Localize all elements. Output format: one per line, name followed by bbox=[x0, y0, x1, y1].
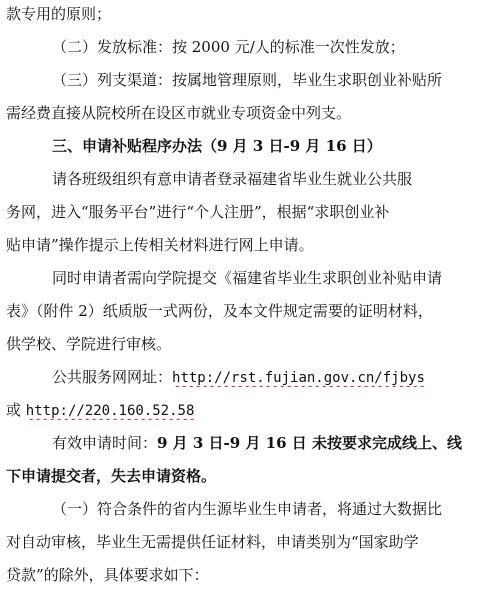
paragraph-line: 需经费直接从院校所在设区市就业专项资金中列支。 bbox=[6, 104, 352, 122]
or-text: 或 bbox=[6, 401, 22, 419]
paragraph-line: 款专用的原则； bbox=[6, 5, 112, 23]
website-link-ip[interactable]: http://220.160.52.58 bbox=[25, 403, 195, 419]
paragraph-line: 同时申请者需向学院提交《福建省毕业生求职创业补贴申请 bbox=[52, 269, 443, 287]
deadline-warning: 下申请提交者，失去申请资格。 bbox=[6, 467, 217, 485]
paragraph-line: （三）列支渠道：按属地管理原则，毕业生求职创业补贴所 bbox=[52, 71, 443, 89]
website-alt-line bbox=[6, 400, 478, 420]
deadline-line bbox=[52, 433, 478, 453]
paragraph-line: 请各班级组织有意申请者登录福建省毕业生就业公共服 bbox=[52, 170, 413, 188]
website-link[interactable]: http://rst.fujian.gov.cn/fjbys bbox=[172, 370, 425, 386]
paragraph-line: 贷款”的除外，具体要求如下： bbox=[6, 566, 209, 584]
deadline-label: 有效申请时间： bbox=[52, 434, 158, 452]
paragraph-line: 务网，进入“服务平台”进行“个人注册”，根据“求职创业补 bbox=[6, 203, 390, 221]
paragraph-line: 供学校、学院进行审核。 bbox=[6, 335, 172, 353]
deadline-value: 9 月 3 日-9 月 16 日 未按要求完成线上、线 bbox=[157, 434, 462, 452]
paragraph-line: （一）符合条件的省内生源毕业生申请者，将通过大数据比 bbox=[52, 500, 443, 518]
paragraph-line: 表》（附件 2）纸质版一式两份，及本文件规定需要的证明材料， bbox=[6, 302, 433, 320]
paragraph-line: 贴申请”操作提示上传相关材料进行网上申请。 bbox=[6, 236, 314, 254]
paragraph-line: （二）发放标准：按 2000 元/人的标准一次性发放； bbox=[52, 38, 405, 56]
paragraph-line: 对自动审核，毕业生无需提供任证材料，申请类别为“国家助学 bbox=[6, 533, 419, 551]
website-label: 公共服务网网址： bbox=[52, 368, 173, 386]
website-line bbox=[52, 367, 478, 387]
section-heading: 三、申请补贴程序办法（9 月 3 日-9 月 16 日） bbox=[52, 137, 382, 155]
